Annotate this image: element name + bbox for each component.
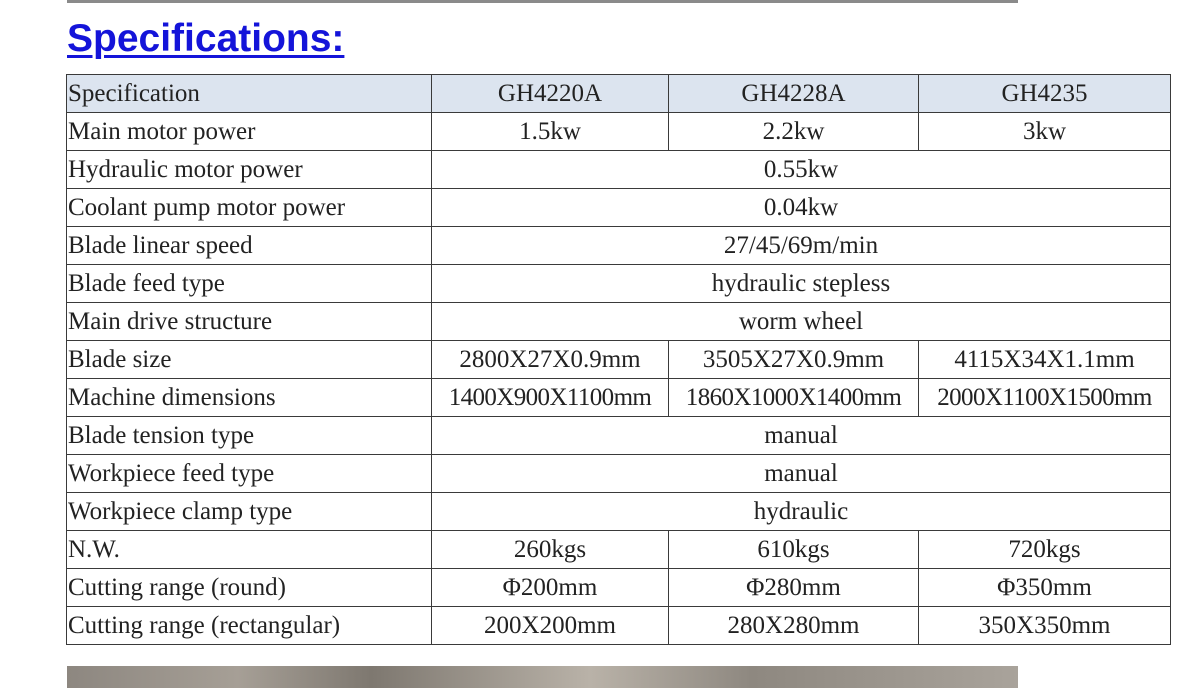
row-value: Φ200mm — [432, 569, 669, 607]
model-gh4228a: GH4228A — [669, 75, 919, 113]
row-value: manual — [432, 417, 1171, 455]
row-value: 610kgs — [669, 531, 919, 569]
row-label: Workpiece clamp type — [67, 493, 432, 531]
row-label: Coolant pump motor power — [67, 189, 432, 227]
table-row — [67, 303, 1171, 341]
row-value: 260kgs — [432, 531, 669, 569]
row-label: Cutting range (round) — [67, 569, 432, 607]
table-row — [67, 493, 1171, 531]
row-value: 0.55kw — [432, 151, 1171, 189]
page-title: Specifications: — [67, 17, 345, 60]
row-value: 2800X27X0.9mm — [432, 341, 669, 379]
row-value: manual — [432, 455, 1171, 493]
row-value: worm wheel — [432, 303, 1171, 341]
cropped-photo-strip — [67, 666, 1018, 688]
row-label: Blade size — [67, 341, 432, 379]
specifications-table — [66, 74, 1171, 645]
table-row — [67, 531, 1171, 569]
row-value: 2.2kw — [669, 113, 919, 151]
row-value: 27/45/69m/min — [432, 227, 1171, 265]
table-row — [67, 189, 1171, 227]
row-label: N.W. — [67, 531, 432, 569]
row-label: Cutting range (rectangular) — [67, 607, 432, 645]
model-gh4235: GH4235 — [919, 75, 1171, 113]
table-header-row — [67, 75, 1171, 113]
table-row — [67, 227, 1171, 265]
row-value: 3505X27X0.9mm — [669, 341, 919, 379]
row-value: 0.04kw — [432, 189, 1171, 227]
row-value: 4115X34X1.1mm — [919, 341, 1171, 379]
table-row — [67, 607, 1171, 645]
row-value: 350X350mm — [919, 607, 1171, 645]
row-value: 280X280mm — [669, 607, 919, 645]
row-value: hydraulic stepless — [432, 265, 1171, 303]
row-value: 2000X1100X1500mm — [919, 379, 1171, 417]
table-row — [67, 341, 1171, 379]
row-label: Blade tension type — [67, 417, 432, 455]
header-label: Specification — [67, 75, 432, 113]
row-value: 1400X900X1100mm — [432, 379, 669, 417]
top-divider — [67, 0, 1018, 3]
table-row — [67, 569, 1171, 607]
row-value: 720kgs — [919, 531, 1171, 569]
row-label: Machine dimensions — [67, 379, 432, 417]
row-label: Blade linear speed — [67, 227, 432, 265]
table-row — [67, 379, 1171, 417]
row-value: 1.5kw — [432, 113, 669, 151]
row-value: 3kw — [919, 113, 1171, 151]
model-gh4220a: GH4220A — [432, 75, 669, 113]
row-value: hydraulic — [432, 493, 1171, 531]
row-value: Φ280mm — [669, 569, 919, 607]
row-value: 1860X1000X1400mm — [669, 379, 919, 417]
row-label: Main motor power — [67, 113, 432, 151]
table-row — [67, 113, 1171, 151]
row-label: Main drive structure — [67, 303, 432, 341]
table-row — [67, 151, 1171, 189]
row-label: Hydraulic motor power — [67, 151, 432, 189]
table-row — [67, 455, 1171, 493]
row-value: 200X200mm — [432, 607, 669, 645]
table-row — [67, 417, 1171, 455]
row-value: Φ350mm — [919, 569, 1171, 607]
row-label: Workpiece feed type — [67, 455, 432, 493]
table-row — [67, 265, 1171, 303]
row-label: Blade feed type — [67, 265, 432, 303]
